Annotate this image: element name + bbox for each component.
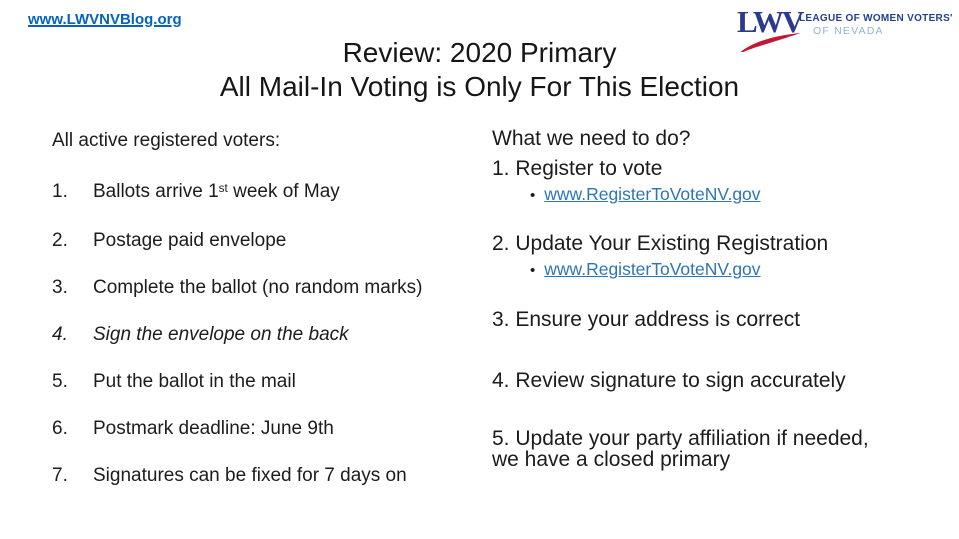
left-column-heading: All active registered voters:: [52, 130, 281, 151]
register-to-vote-link[interactable]: www.RegisterToVoteNV.gov: [544, 184, 761, 204]
list-item-mail-ballot: [52, 371, 484, 393]
list-number: 4.: [52, 324, 68, 345]
update-registration-link-row: [530, 259, 912, 281]
list-number: 2.: [52, 230, 68, 251]
slide-title: [0, 36, 959, 104]
slide-title-line2: All Mail-In Voting is Only For This Election: [219, 71, 740, 102]
update-registration-link[interactable]: www.RegisterToVoteNV.gov: [544, 259, 761, 279]
left-column: [52, 130, 484, 512]
list-item-text: Postmark deadline: June 9th: [93, 418, 334, 439]
list-item-text: Put the ballot in the mail: [93, 371, 296, 392]
list-number: 5.: [52, 371, 68, 392]
todo-item-ensure-address: 3. Ensure your address is correct: [492, 308, 801, 331]
list-number: 7.: [52, 465, 68, 486]
list-number: 3.: [52, 277, 68, 298]
lwv-org-name: LEAGUE OF WOMEN VOTERS': [799, 13, 953, 24]
list-item-text: Complete the ballot (no random marks): [93, 277, 423, 298]
list-number: 1.: [52, 181, 68, 202]
todo-item-register: 1. Register to vote: [492, 157, 663, 180]
todo-item-review-signature: 4. Review signature to sign accurately: [492, 369, 846, 392]
register-link-row: [530, 184, 912, 206]
list-item-postage-paid: [52, 230, 484, 252]
list-item-complete-ballot: [52, 277, 484, 299]
superscript-st: st: [218, 182, 228, 196]
list-item-text: Ballots arrive 1st week of May: [93, 181, 340, 202]
blog-link[interactable]: www.LWVNVBlog.org: [28, 11, 182, 28]
list-item-text: Signatures can be fixed for 7 days on: [93, 465, 407, 486]
list-item-ballots-arrive: [52, 181, 484, 205]
list-item-text: Sign the envelope on the back: [93, 324, 349, 345]
todo-item-update-registration: 2. Update Your Existing Registration: [492, 232, 829, 255]
list-number: 6.: [52, 418, 68, 439]
slide-title-line1: Review: 2020 Primary: [342, 37, 617, 68]
list-item-sign-envelope: [52, 324, 484, 346]
bullet-icon: •: [530, 262, 536, 279]
right-column-heading: What we need to do?: [492, 127, 691, 150]
lwv-acronym: LWV: [737, 4, 803, 39]
list-item-text: Postage paid envelope: [93, 230, 287, 251]
right-column: [492, 126, 912, 470]
bullet-icon: •: [530, 187, 536, 204]
list-item-signatures-fixed: [52, 465, 484, 487]
todo-item-party-affiliation: 5. Update your party affiliation if needed, we have a closed primary: [492, 427, 869, 471]
lwv-region: OF NEVADA: [813, 25, 884, 37]
list-item-postmark-deadline: [52, 418, 484, 440]
